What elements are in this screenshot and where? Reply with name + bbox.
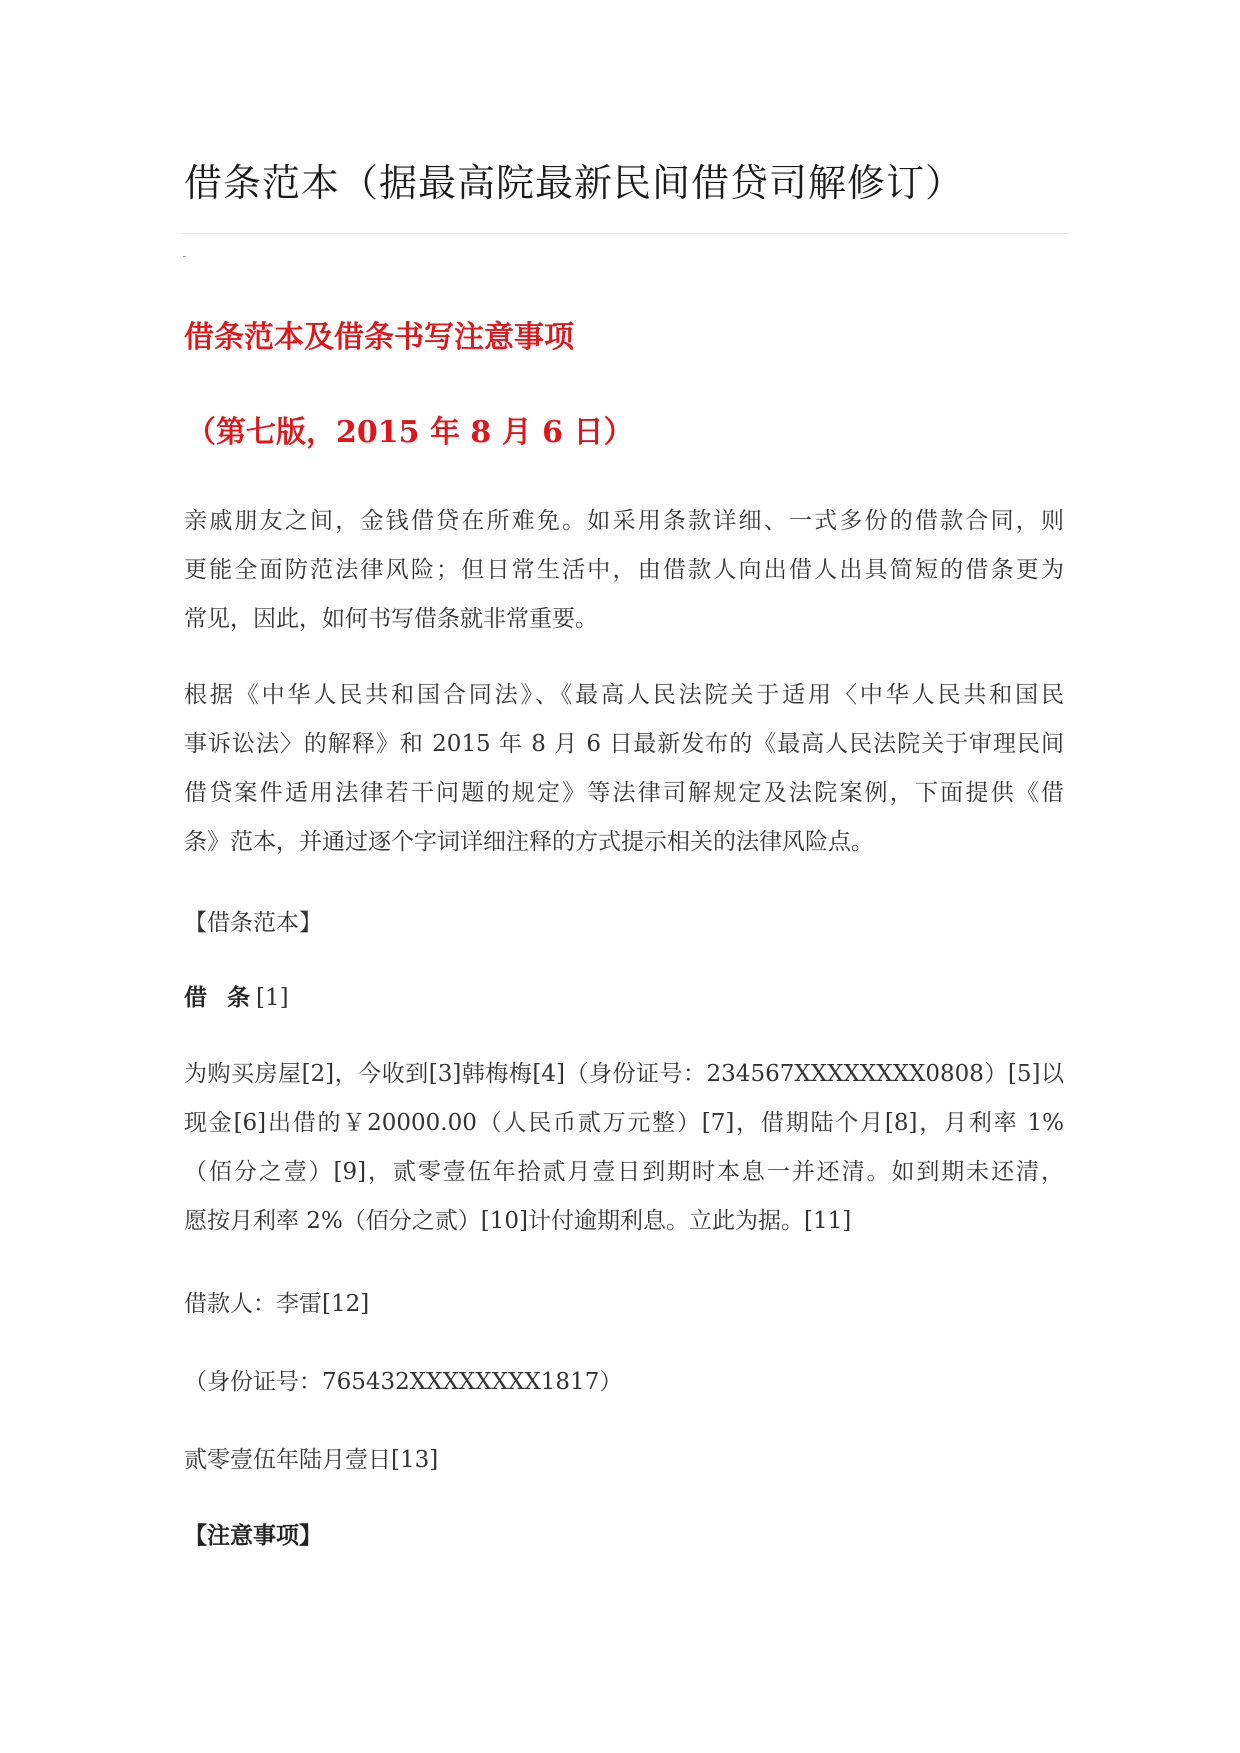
date-line: 贰零壹伍年陆月壹日[13]	[184, 1447, 439, 1473]
loan-note-body	[184, 1050, 1064, 1246]
basis-line: 条》范本，并通过逐个字词详细注释的方式提示相关的法律风险点。	[184, 829, 874, 855]
main-heading: 借条范本及借条书写注意事项	[184, 320, 574, 355]
basis-line: 根据《中华人民共和国合同法》、《最高人民法院关于适用〈中华人民共和国民	[184, 682, 1064, 708]
basis-paragraph	[184, 671, 1064, 867]
divider-mark	[183, 256, 186, 257]
loan-body-line: （佰分之壹）[9]，贰零壹伍年拾贰月壹日到期时本息一并还清。如到期未还清，	[184, 1159, 1064, 1185]
intro-paragraph	[184, 497, 1064, 644]
intro-line: 更能全面防范法律风险；但日常生活中，由借款人向出借人出具简短的借条更为	[184, 557, 1064, 583]
basis-line: 事诉讼法〉的解释》和 2015 年 8 月 6 日最新发布的《最高人民法院关于审理民间	[184, 731, 1064, 757]
loan-note-title	[184, 978, 289, 1018]
loan-body-line: 现金[6]出借的￥20000.00（人民币贰万元整）[7]，借期陆个月[8]，月利率 1%	[184, 1110, 1064, 1136]
loan-note-title-footnote: [1]	[256, 985, 289, 1011]
borrower-id-line: （身份证号：765432XXXXXXXX1817）	[184, 1369, 623, 1395]
intro-line: 常见，因此，如何书写借条就非常重要。	[184, 606, 598, 632]
sample-label: 【借条范本】	[184, 910, 322, 936]
document-title: 借条范本（据最高院最新民间借贷司解修订）	[184, 161, 965, 205]
loan-body-line: 愿按月利率 2%（佰分之贰）[10]计付逾期利息。立此为据。[11]	[184, 1208, 852, 1234]
notice-label: 【注意事项】	[184, 1522, 322, 1549]
edition-heading: （第七版，2015 年 8 月 6 日）	[186, 415, 634, 450]
loan-body-line: 为购买房屋[2]，今收到[3]韩梅梅[4]（身份证号：234567XXXXXXXX0808）[5]以	[184, 1061, 1064, 1087]
title-divider	[181, 233, 1068, 234]
loan-note-title-text: 借 条	[184, 984, 257, 1011]
intro-line: 亲戚朋友之间，金钱借贷在所难免。如采用条款详细、一式多份的借款合同，则	[184, 508, 1064, 534]
basis-line: 借贷案件适用法律若干问题的规定》等法律司解规定及法院案例，下面提供《借	[184, 780, 1064, 806]
borrower-line: 借款人：李雷[12]	[184, 1291, 370, 1317]
